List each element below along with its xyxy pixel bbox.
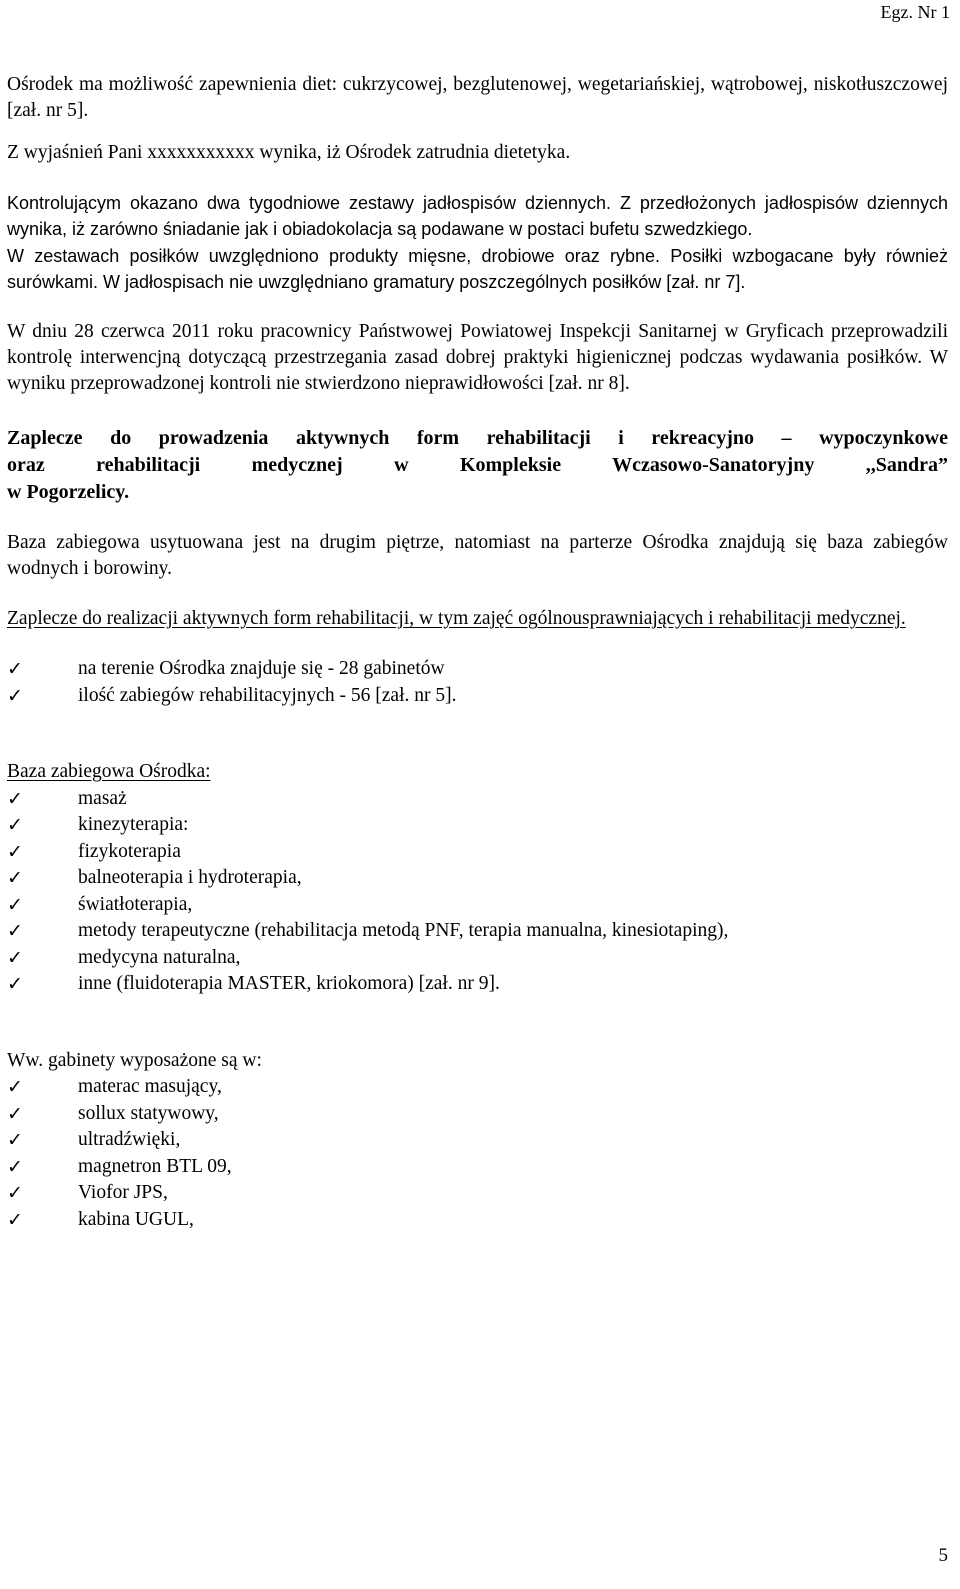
list-item: ✓ balneoterapia i hydroterapia, xyxy=(7,865,948,892)
list-item: ✓ materac masujący, xyxy=(7,1074,948,1101)
check-icon: ✓ xyxy=(7,920,23,942)
list-item: ✓ światłoterapia, xyxy=(7,892,948,919)
check-icon: ✓ xyxy=(7,684,23,707)
paragraph-inspection: W dniu 28 czerwca 2011 roku pracownicy Państwowej Powiatowej Inspekcji Sanitarnej w Gryficach przeprowadzili kontrolę interwencjną dotyczącą przestrzegania zasad dobrej praktyki higienicznej podczas wydawania posiłków. W wyniku przeprowadzonej kontroli nie stwierdzono nieprawidłowości [zał. nr 8]. xyxy=(7,321,948,394)
section-heading xyxy=(7,425,948,506)
list-item: ✓ Viofor JPS, xyxy=(7,1180,948,1207)
paragraph-meals: W zestawach posiłków uwzględniono produkty mięsne, drobiowe oraz rybne. Posiłki wzbogacane były również surówkami. W jadłospisach nie uwzględniano gramatury poszczególnych posiłków [zał. nr 7]. xyxy=(7,246,948,292)
list-item: ✓ metody terapeutyczne (rehabilitacja metodą PNF, terapia manualna, kinesiotaping), xyxy=(7,918,948,945)
section-heading-line-1: Zaplecze do prowadzenia aktywnych form rehabilitacji i rekreacyjno – wypoczynkowe xyxy=(7,427,948,449)
check-icon: ✓ xyxy=(7,1155,23,1178)
list-item: ✓ sollux statywowy, xyxy=(7,1101,948,1128)
list-item: ✓ na terenie Ośrodka znajduje się - 28 gabinetów xyxy=(7,656,948,683)
check-icon: ✓ xyxy=(7,814,23,836)
check-icon: ✓ xyxy=(7,658,23,680)
check-icon: ✓ xyxy=(7,867,23,889)
check-icon: ✓ xyxy=(7,946,23,969)
list-item: ✓ kinezyterapia: xyxy=(7,812,948,839)
page-number: 5 xyxy=(938,1545,948,1566)
list-item: ✓ ilość zabiegów rehabilitacyjnych - 56 [zał. nr 5]. xyxy=(7,683,948,710)
copy-number-label: Egz. Nr 1 xyxy=(880,2,950,22)
treatment-base-list xyxy=(7,786,948,998)
check-icon: ✓ xyxy=(7,1102,23,1125)
document-body xyxy=(7,72,948,1233)
list-item: ✓ masaż xyxy=(7,786,948,813)
equipment-title: Ww. gabinety wyposażone są w: xyxy=(7,1049,262,1071)
paragraph-diets: Ośrodek ma możliwość zapewnienia diet: cukrzycowej, bezglutenowej, wegetariańskiej, wątrobowej, niskotłuszczowej [zał. nr 5]. xyxy=(7,74,948,121)
check-icon: ✓ xyxy=(7,1182,23,1204)
check-icon: ✓ xyxy=(7,1129,23,1151)
check-icon: ✓ xyxy=(7,840,23,863)
paragraph-treatment-base: Baza zabiegowa usytuowana jest na drugim piętrze, natomiast na parterze Ośrodka znajdują się baza zabiegów wodnych i borowiny. xyxy=(7,532,948,579)
check-icon: ✓ xyxy=(7,893,23,916)
paragraph-facilities: Zaplecze do realizacji aktywnych form rehabilitacji, w tym zajęć ogólnousprawniających i rehabilitacji medycznej. xyxy=(7,608,906,629)
list-item: ✓ inne (fluidoterapia MASTER, kriokomora) [zał. nr 9]. xyxy=(7,971,948,998)
check-icon: ✓ xyxy=(7,1076,23,1098)
facilities-list xyxy=(7,656,948,709)
check-icon: ✓ xyxy=(7,973,23,995)
list-item: ✓ kabina UGUL, xyxy=(7,1207,948,1234)
list-item: ✓ magnetron BTL 09, xyxy=(7,1154,948,1181)
check-icon: ✓ xyxy=(7,1208,23,1231)
paragraph-dietitian: Z wyjaśnień Pani xxxxxxxxxxx wynika, iż Ośrodek zatrudnia dietetyka. xyxy=(7,142,571,163)
equipment-list xyxy=(7,1074,948,1233)
paragraph-menus: Kontrolującym okazano dwa tygodniowe zestawy jadłospisów dziennych. Z przedłożonych jadłospisów dziennych wynika, iż zarówno śniadanie jak i obiadokolacja są podawane w postaci bufetu szwedzkiego. xyxy=(7,193,948,239)
list-item: ✓ fizykoterapia xyxy=(7,839,948,866)
section-heading-line-2: oraz rehabilitacji medycznej w Kompleksie Wczasowo-Sanatoryjny ,,Sandra” xyxy=(7,454,948,476)
treatment-base-title: Baza zabiegowa Ośrodka: xyxy=(7,761,211,782)
section-heading-line-3: w Pogorzelicy. xyxy=(7,481,130,503)
check-icon: ✓ xyxy=(7,787,23,810)
list-item: ✓ ultradźwięki, xyxy=(7,1127,948,1154)
list-item: ✓ medycyna naturalna, xyxy=(7,945,948,972)
